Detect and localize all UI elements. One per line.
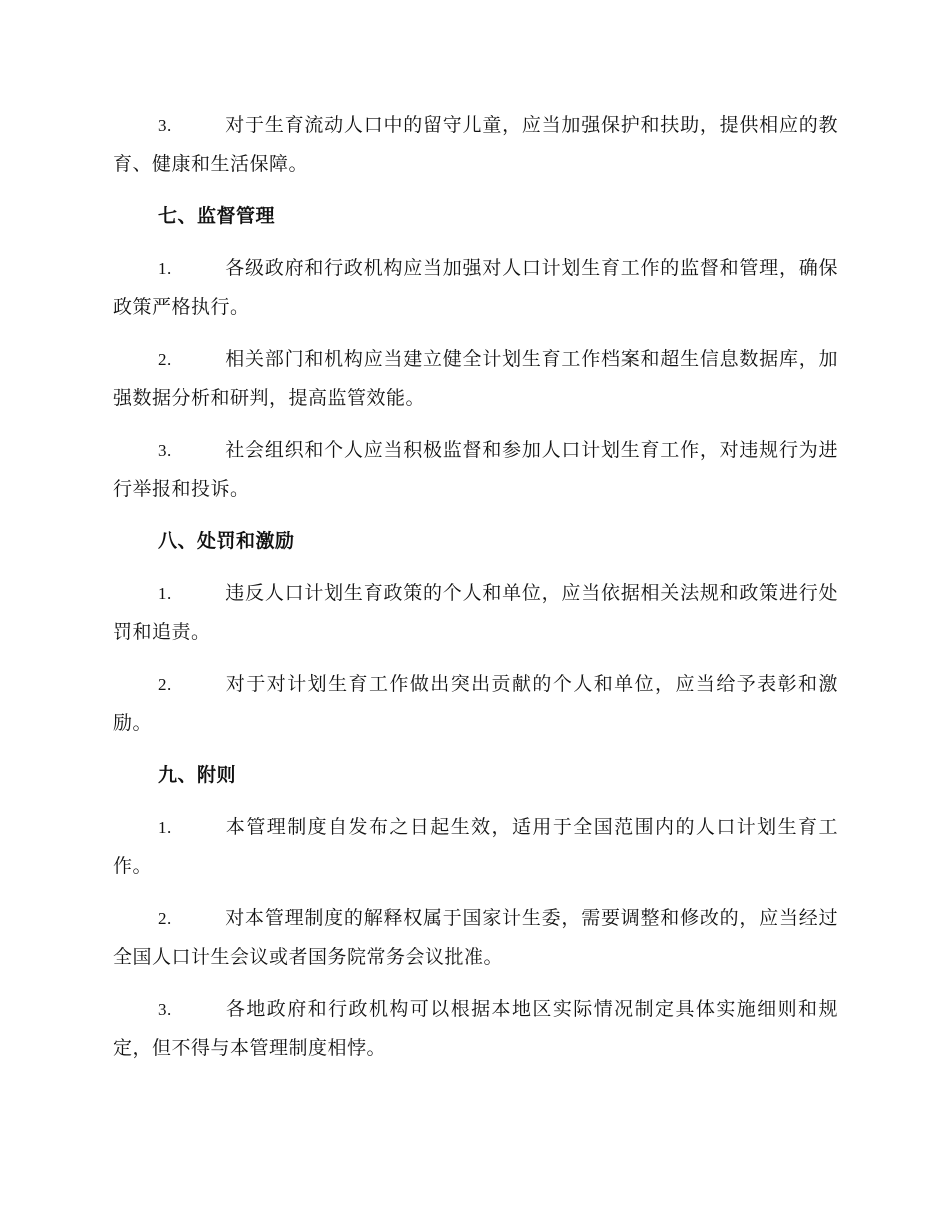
- item-text: 对本管理制度的解释权属于国家计生委，需要调整和修改的，应当经过全国人口计生会议或者国务院常务会议批准。: [113, 907, 838, 968]
- item-number: 1.: [158, 259, 172, 278]
- list-item: [113, 340, 838, 418]
- list-item: [113, 249, 838, 327]
- item-text: 违反人口计划生育政策的个人和单位，应当依据相关法规和政策进行处罚和追责。: [113, 582, 838, 643]
- item-number: 2.: [158, 909, 172, 928]
- list-item: [113, 574, 838, 652]
- item-text: 相关部门和机构应当建立健全计划生育工作档案和超生信息数据库，加强数据分析和研判，提高监管效能。: [113, 348, 838, 409]
- item-number: 3.: [158, 441, 172, 460]
- list-item: [113, 990, 838, 1068]
- list-item: [113, 106, 838, 184]
- list-item: [113, 665, 838, 743]
- section-heading: 七、监督管理: [158, 205, 276, 227]
- section-heading: 九、附则: [158, 764, 237, 786]
- list-item: [113, 431, 838, 509]
- document-body: [113, 106, 838, 1081]
- item-number: 2.: [158, 350, 172, 369]
- item-number: 2.: [158, 675, 172, 694]
- item-text: 各级政府和行政机构应当加强对人口计划生育工作的监督和管理，确保政策严格执行。: [113, 257, 838, 318]
- item-text: 对于生育流动人口中的留守儿童，应当加强保护和扶助，提供相应的教育、健康和生活保障。: [113, 114, 838, 175]
- item-number: 3.: [158, 116, 172, 135]
- item-text: 各地政府和行政机构可以根据本地区实际情况制定具体实施细则和规定，但不得与本管理制度相悖。: [113, 998, 838, 1059]
- item-text: 社会组织和个人应当积极监督和参加人口计划生育工作，对违规行为进行举报和投诉。: [113, 439, 838, 500]
- item-number: 1.: [158, 584, 172, 603]
- section-heading: 八、处罚和激励: [158, 530, 295, 552]
- list-item: [113, 899, 838, 977]
- item-number: 3.: [158, 1000, 172, 1019]
- list-item: [113, 808, 838, 886]
- item-text: 对于对计划生育工作做出突出贡献的个人和单位，应当给予表彰和激励。: [113, 673, 838, 734]
- item-text: 本管理制度自发布之日起生效，适用于全国范围内的人口计划生育工作。: [113, 816, 838, 877]
- item-number: 1.: [158, 818, 172, 837]
